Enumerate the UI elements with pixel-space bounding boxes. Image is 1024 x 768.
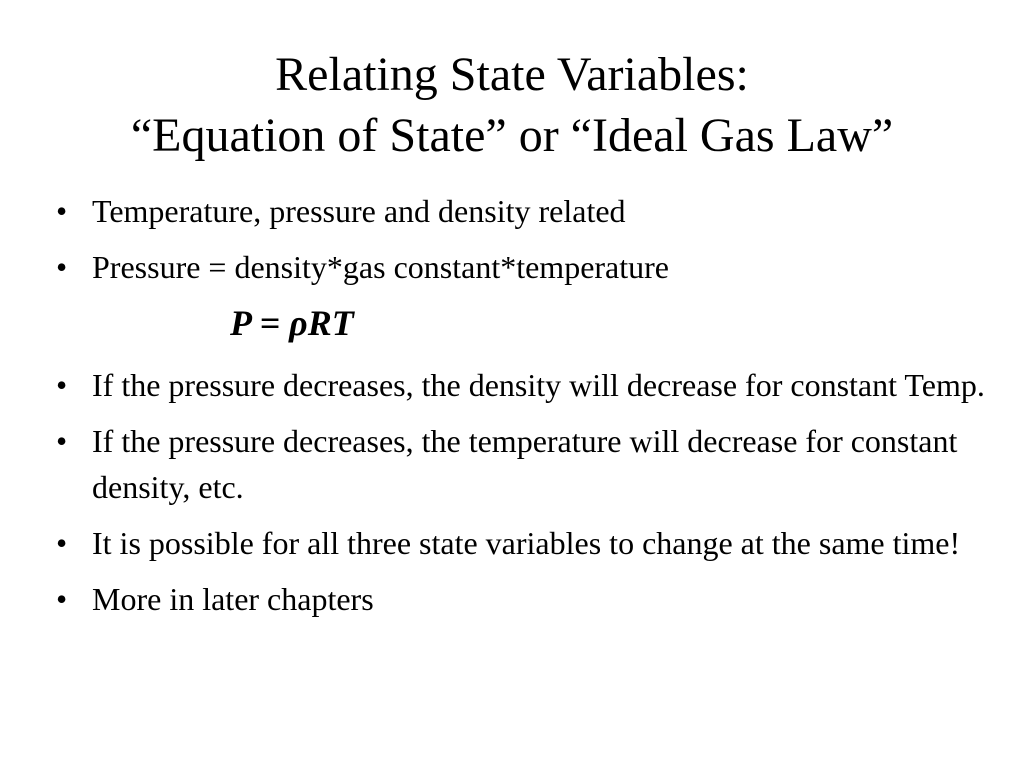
bullet-item: [56, 576, 986, 622]
bullet-item: [56, 244, 986, 290]
bullet-glyph: •: [56, 249, 68, 285]
title-line-1: Relating State Variables:: [275, 48, 749, 101]
bullet-glyph: •: [56, 525, 68, 561]
bullet-text: It is possible for all three state variables to change at the same time!: [92, 525, 961, 561]
bullet-text: If the pressure decreases, the density will decrease for constant Temp.: [92, 367, 985, 403]
title-line-2: “Equation of State” or “Ideal Gas Law”: [130, 109, 894, 162]
bullet-list: [56, 188, 986, 632]
bullet-glyph: •: [56, 193, 68, 229]
bullet-text: If the pressure decreases, the temperature will decrease for constant density, etc.: [92, 423, 958, 505]
bullet-glyph: •: [56, 581, 68, 617]
bullet-text: Pressure = density*gas constant*temperature: [92, 249, 669, 285]
equation: P = ρRT: [230, 303, 354, 343]
bullet-glyph: •: [56, 423, 68, 459]
bullet-text: Temperature, pressure and density related: [92, 193, 626, 229]
bullet-text: More in later chapters: [92, 581, 374, 617]
bullet-item: [56, 520, 986, 566]
bullet-glyph: •: [56, 367, 68, 403]
bullet-item: [56, 418, 986, 510]
bullet-item: [56, 188, 986, 234]
bullet-item: [56, 362, 986, 408]
slide-title: [40, 44, 984, 166]
